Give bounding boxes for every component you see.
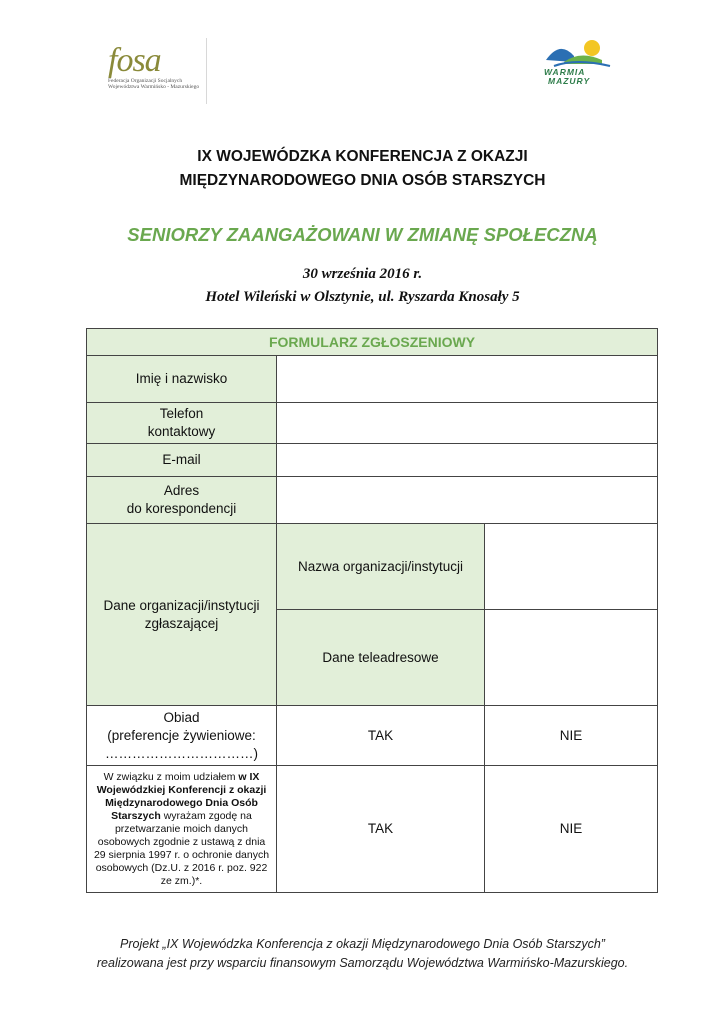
lunch-label-line1: Obiad [163,709,200,725]
mazury-text: MAZURY [548,76,591,86]
conference-venue: Hotel Wileński w Olsztynie, ul. Ryszarda Knosały 5 [205,289,520,305]
lunch-label [86,705,277,766]
email-label: E-mail [86,443,277,477]
lunch-no-option[interactable]: NIE [484,705,658,766]
organization-label-line2: zgłaszającej [144,615,219,631]
organization-contact-label: Dane teleadresowe [276,609,485,706]
warmia-mazury-text [544,68,590,86]
organization-contact-field[interactable] [484,609,658,706]
conference-date: 30 września 2016 r. [302,266,423,282]
organization-label-line1: Dane organizacji/instytucji [103,597,260,613]
warmia-text: WARMIA [544,67,586,77]
consent-no-option[interactable]: NIE [484,765,658,893]
consent-paragraph [93,771,270,888]
consent-text-bold: w IX Wojewódzkiej Konferencji z okazji Międzynarodowego Dnia Osób Starszych [96,770,267,822]
consent-text [86,765,277,893]
consent-text-part1: W związku z moim udziałem [103,770,239,783]
registration-form [86,328,658,893]
fosa-logo [96,38,207,104]
phone-label-line1: Telefon [159,406,204,421]
form-title: FORMULARZ ZGŁOSZENIOWY [86,328,658,356]
name-field[interactable] [276,355,658,403]
conference-title-line2: MIĘDZYNARODOWEGO DNIA OSÓB STARSZYCH [179,172,546,189]
footer-funding-line: realizowana jest przy wsparciu finansowym Samorządu Województwa Warmińsko-Mazurskiego. [96,956,629,970]
address-field[interactable] [276,476,658,524]
organization-name-label: Nazwa organizacji/instytucji [276,523,485,610]
address-label-line1: Adres [163,483,200,498]
organization-label [86,523,277,706]
warmia-mazury-logo [540,36,620,96]
address-label [86,476,277,524]
consent-text-part2: wyrażam zgodę na przetwarzanie moich danych osobowych zgodnie z ustawą z dnia 29 sierpnia 1997 r. o ochronie danych osobowych (Dz.U. z 2016 r. poz. 922 ze zm.)*. [93,809,270,887]
name-label: Imię i nazwisko [86,355,277,403]
lunch-label-line3: ……………………………) [105,745,258,761]
conference-subtitle: SENIORZY ZAANGAŻOWANI W ZMIANĘ SPOŁECZNĄ [127,224,598,245]
consent-yes-option[interactable]: TAK [276,765,485,893]
organization-name-field[interactable] [484,523,658,610]
conference-title-line1: IX WOJEWÓDZKA KONFERENCJA Z OKAZJI [197,148,528,165]
lunch-yes-option[interactable]: TAK [276,705,485,766]
lunch-label-line2: (preferencje żywieniowe: [107,727,256,743]
email-field[interactable] [276,443,658,477]
fosa-subtitle: Federacja Organizacji Socjalnych Województwa Warmińsko - Mazurskiego [108,78,200,90]
address-label-line2: do korespondencji [126,501,237,516]
phone-field[interactable] [276,402,658,444]
phone-label-line2: kontaktowy [147,424,216,439]
warmia-mazury-emblem-icon [540,36,620,70]
footer-project-line: Projekt „IX Wojewódzka Konferencja z okazji Międzynarodowego Dnia Osób Starszych” [120,937,605,951]
phone-label [86,402,277,444]
fosa-wordmark: fosa [108,42,161,79]
